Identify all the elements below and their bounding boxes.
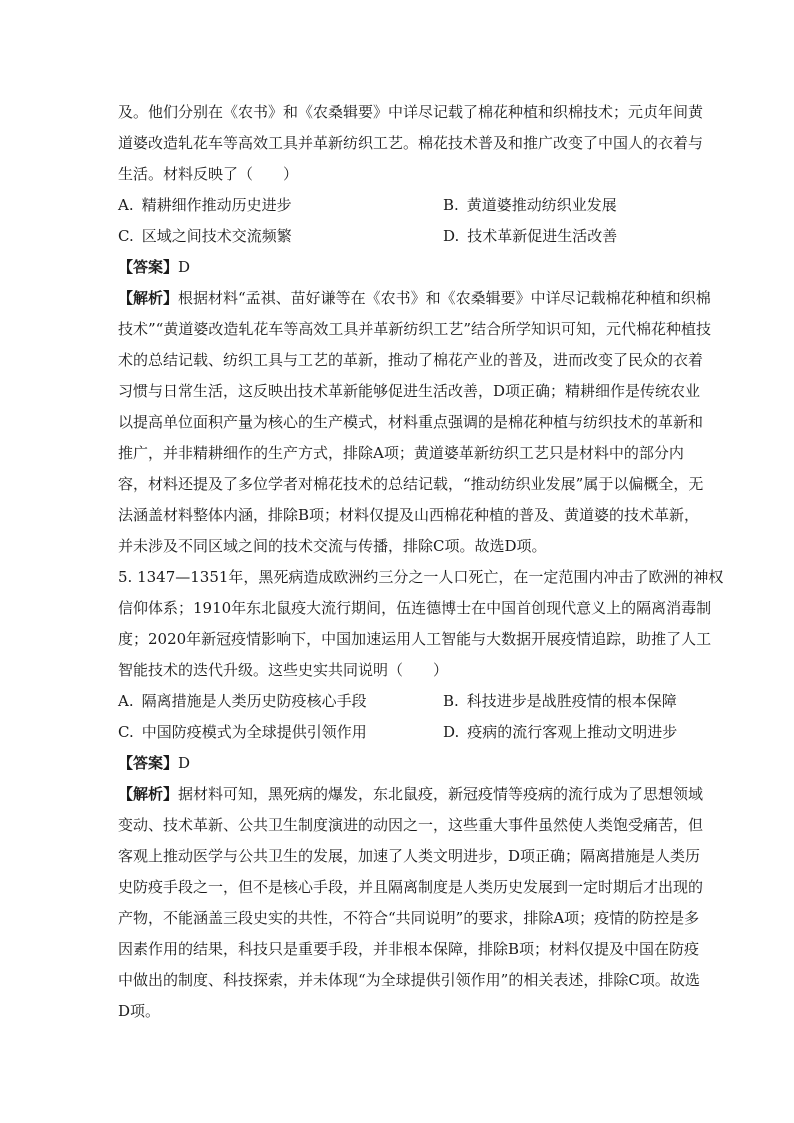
option-letter: C. [118,227,134,245]
q5-stem-line-1: 5. 1347—1351年，黑死病造成欧洲约三分之一人口死亡，在一定范围内冲击了欧洲的神权 [118,568,724,586]
option-text: 疫病的流行客观上推动文明进步 [467,723,678,741]
q4-analysis-line-2: 技术”“黄道婆改造轧花车等高效工具并革新纺织工艺”结合所学知识可知，元代棉花种植技 [118,320,712,338]
q5-analysis-line-8: D项。 [118,1002,161,1020]
q5-option-a [118,686,443,717]
option-letter: C. [118,723,134,741]
option-text: 中国防疫模式为全球提供引领作用 [141,723,367,741]
q5-answer [118,748,678,779]
q4-answer [118,252,678,283]
answer-label: 【答案】 [118,258,179,276]
analysis-label: 【解析】 [118,289,179,307]
q4-analysis-line-3: 术的总结记载、纺织工具与工艺的革新，推动了棉花产业的普及，进而改变了民众的衣着 [118,351,704,369]
document-page [118,97,724,1027]
option-letter: A. [118,692,134,710]
q5-options-row-1 [118,686,678,717]
answer-label: 【答案】 [118,754,179,772]
answer-value: D [178,754,191,772]
option-letter: B. [443,196,459,214]
q4-option-b [443,190,678,221]
q4-analysis-line-7: 容，材料还提及了多位学者对棉花技术的总结记载，“推动纺织业发展”属于以偏概全，无 [118,475,704,493]
option-text: 隔离措施是人类历史防疫核心手段 [141,692,367,710]
q5-stem-line-2: 信仰体系；1910年东北鼠疫大流行期间，伍连德博士在中国首创现代意义上的隔离消毒制 [118,599,712,617]
q5-option-d [443,717,678,748]
option-letter: D. [443,723,460,741]
q4-analysis-line-1 [118,283,711,314]
option-text: 黄道婆推动纺织业发展 [466,196,617,214]
q4-stem-line-2: 道婆改造轧花车等高效工具并革新纺织工艺。棉花技术普及和推广改变了中国人的衣着与 [118,134,704,152]
option-text: 区域之间技术交流频繁 [141,227,292,245]
q4-analysis-line-6: 推广，并非精耕细作的生产方式，排除A项；黄道婆革新纺织工艺只是材料中的部分内 [118,444,684,462]
q5-stem-line-4: 智能技术的迭代升级。这些史实共同说明（ ） [118,661,449,679]
option-text: 技术革新促进生活改善 [467,227,618,245]
q4-options-row-2 [118,221,678,252]
q5-analysis-line-4: 史防疫手段之一，但不是核心手段，并且隔离制度是人类历史发展到一定时期后才出现的 [118,878,704,896]
q4-options-row-1 [118,190,678,221]
q5-option-c [118,717,443,748]
q4-stem-line-3: 生活。材料反映了（ ） [118,165,299,183]
option-letter: A. [118,196,134,214]
q5-analysis-line-2: 变动、技术革新、公共卫生制度演进的动因之一，这些重大事件虽然使人类饱受痛苦，但 [118,816,704,834]
q5-analysis-line-6: 因素作用的结果，科技只是重要手段，并非根本保障，排除B项；材料仅提及中国在防疫 [118,940,700,958]
option-letter: D. [443,227,460,245]
q4-option-c [118,221,443,252]
q5-option-b [443,686,678,717]
q4-option-d [443,221,678,252]
q5-options-row-2 [118,717,678,748]
q4-analysis-line-9: 并未涉及不同区域之间的技术交流与传播，排除C项。故选D项。 [118,537,547,555]
q5-analysis-line-1 [118,779,704,810]
option-letter: B. [443,692,459,710]
q4-analysis-line-5: 以提高单位面积产量为核心的生产模式，材料重点强调的是棉花种植与纺织技术的革新和 [118,413,704,431]
q5-analysis-line-7: 中做出的制度、科技探索，并未体现“为全球提供引领作用”的相关表述，排除C项。故选 [118,971,700,989]
option-text: 精耕细作推动历史进步 [141,196,292,214]
q4-analysis-line-8: 法涵盖材料整体内涵，排除B项；材料仅提及山西棉花种植的普及、黄道婆的技术革新， [118,506,700,524]
q5-analysis-line-3: 客观上推动医学与公共卫生的发展，加速了人类文明进步，D项正确；隔离措施是人类历 [118,847,701,865]
q4-analysis-line-4: 习惯与日常生活，这反映出技术革新能够促进生活改善，D项正确；精耕细作是传统农业 [118,382,701,400]
answer-value: D [178,258,191,276]
q4-option-a [118,190,443,221]
analysis-text: 根据材料“孟祺、苗好谦等在《农书》和《农桑辑要》中详尽记载棉花种植和织棉 [178,289,711,307]
q5-analysis-line-5: 产物，不能涵盖三段史实的共性，不符合“共同说明”的要求，排除A项；疫情的防控是多 [118,909,700,927]
analysis-text: 据材料可知，黑死病的爆发，东北鼠疫，新冠疫情等疫病的流行成为了思想领域 [178,785,704,803]
option-text: 科技进步是战胜疫情的根本保障 [466,692,677,710]
q5-stem-line-3: 度；2020年新冠疫情影响下，中国加速运用人工智能与大数据开展疫情追踪，助推了人工 [118,630,712,648]
analysis-label: 【解析】 [118,785,179,803]
q4-stem-line-1: 及。他们分别在《农书》和《农桑辑要》中详尽记载了棉花种植和织棉技术；元贞年间黄 [118,103,704,121]
